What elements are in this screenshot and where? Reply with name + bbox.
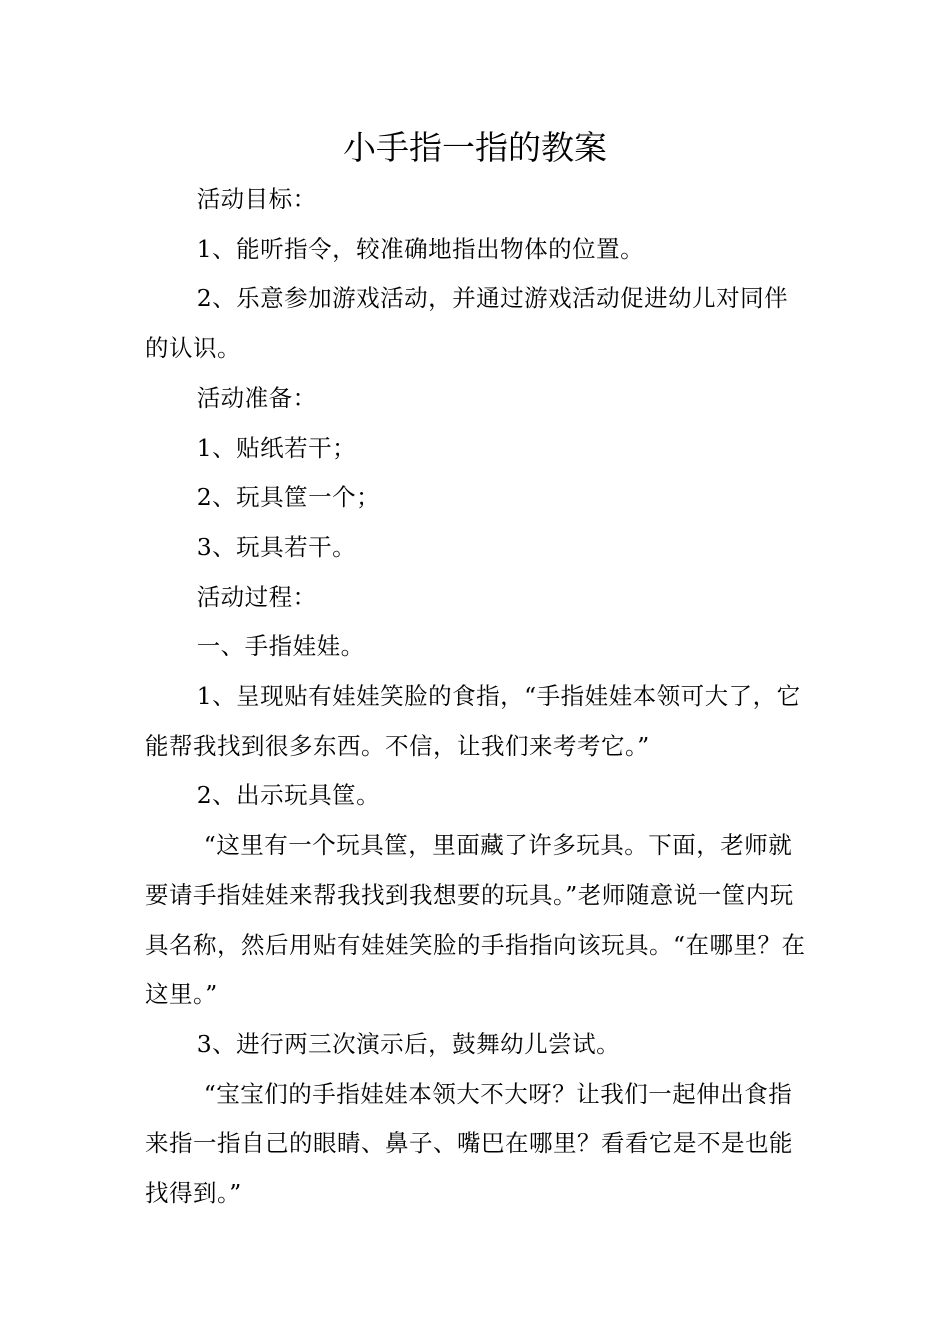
section-heading-process: 活动过程： xyxy=(196,582,317,611)
goal-item-1: 1、能听指令，较准确地指出物体的位置。 xyxy=(196,234,645,263)
process-item-2: 2、出示玩具筐。 xyxy=(196,781,381,810)
process-item-1: 1、呈现贴有娃娃笑脸的食指，“手指娃娃本领可大了，它能帮我找到很多东西。不信，让我们来考考它。” xyxy=(145,682,801,760)
process-step-heading: 一、手指娃娃。 xyxy=(196,632,365,661)
preparation-item-3: 3、玩具若干。 xyxy=(196,532,357,561)
process-item-3: 3、进行两三次演示后，鼓舞幼儿尝试。 xyxy=(196,1029,621,1058)
preparation-item-1: 1、贴纸若干； xyxy=(196,433,357,462)
preparation-item-2: 2、玩具筐一个； xyxy=(196,483,381,512)
goal-item-2: 2、乐意参加游戏活动，并通过游戏活动促进幼儿对同伴的认识。 xyxy=(145,284,789,363)
document-title: 小手指一指的教案 xyxy=(343,128,607,167)
process-quote-2: “宝宝们的手指娃娃本领大不大呀？让我们一起伸出食指来指一指自己的眼睛、鼻子、嘴巴在哪里？看看它是不是也能找得到。” xyxy=(145,1079,793,1208)
process-quote-1: “这里有一个玩具筐，里面藏了许多玩具。下面，老师就要请手指娃娃来帮我找到我想要的玩具。”老师随意说一筐内玩具名称，然后用贴有娃娃笑脸的手指指向该玩具。“在哪里？在这里。” xyxy=(145,831,806,1009)
section-heading-preparation: 活动准备： xyxy=(196,383,317,412)
document-body xyxy=(145,175,810,1219)
section-heading-goals: 活动目标： xyxy=(196,185,317,213)
